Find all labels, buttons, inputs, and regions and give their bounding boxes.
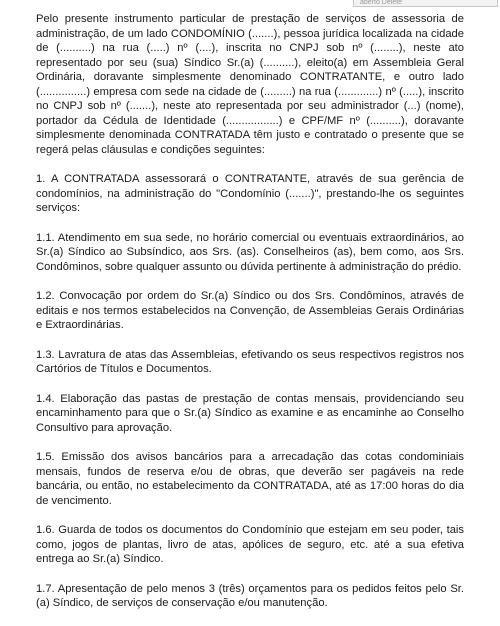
clause-1: 1. A CONTRATADA assessorará o CONTRATANTE, através de sua gerência de condomínios, na administração do "Condomínio (.......)", prestando-lhe os seguintes serviços: [36, 173, 464, 214]
top-corner-widget: aberto Delete [353, 0, 498, 7]
clause-1-5: 1.5. Emissão dos avisos bancários para a arrecadação das cotas condominiais mensais, fundos de reserva e/ou de obras, que deverão ser pagáveis na rede bancária, ou então, no estabelecimento da CONTRATADA, até as 17:00 horas do dia de vencimento. [36, 451, 464, 507]
contract-preamble: Pelo presente instrumento particular de prestação de serviços de assessoria de administração, de um lado CONDOMÍNIO (.......), pessoa jurídica localizada na cidade de (..........) na rua (.....) nº (....), inscrita no CNPJ sob nº (........), neste ato representado por seu (sua) Síndico Sr.(a) (..........), eleito(a) em Assembleia Geral Ordinária, doravante simplesmente denominado CONTRATANTE, e outro lado (...............) empresa com sede na cidade de (.........) na rua (.............) nº (.....), inscrito no CNPJ sob nº (.......), neste ato representada por seu administrador (...) (nome), portador da Cédula de Identidade (.................) e CPF/MF nº (..........), doravante simplesmente denominada CONTRATADA têm justo e contratado o presente que se regerá pelas cláusulas e condições seguintes: [36, 13, 464, 156]
clause-1-7: 1.7. Apresentação de pelo menos 3 (três) orçamentos para os pedidos feitos pelo Sr.(a) Síndico, de serviços de conservação e/ou manutenção. [36, 582, 464, 609]
clause-1-3: 1.3. Lavratura de atas das Assembleias, efetivando os seus respectivos registros nos Cartórios de Títulos e Documentos. [36, 348, 464, 375]
clause-1-6: 1.6. Guarda de todos os documentos do Condomínio que estejam em seu poder, tais como, jogos de plantas, livro de atas, apólices de seguro, etc. até a sua efetiva entrega ao Sr.(a) Síndico. [36, 524, 464, 565]
clause-1-2: 1.2. Convocação por ordem do Sr.(a) Síndico ou dos Srs. Condôminos, através de editais e nos termos estabelecidos na Convenção, de Assembleias Gerais Ordinárias e Extraordinárias. [36, 290, 464, 331]
clause-1-1: 1.1. Atendimento em sua sede, no horário comercial ou eventuais extraordinários, ao Sr.(a) Síndico ao Subsíndico, aos Srs. (as). Conselheiros (as), bem como, aos Srs. Condôminos, sobre qualquer assunto ou dúvida pertinente à administração do prédio. [36, 231, 464, 273]
clause-1-4: 1.4. Elaboração das pastas de prestação de contas mensais, providenciando seu encaminhamento para que o Sr.(a) Síndico as examine e as encaminhe ao Conselho Consultivo para aprovação. [36, 392, 464, 434]
contract-document [36, 12, 464, 626]
